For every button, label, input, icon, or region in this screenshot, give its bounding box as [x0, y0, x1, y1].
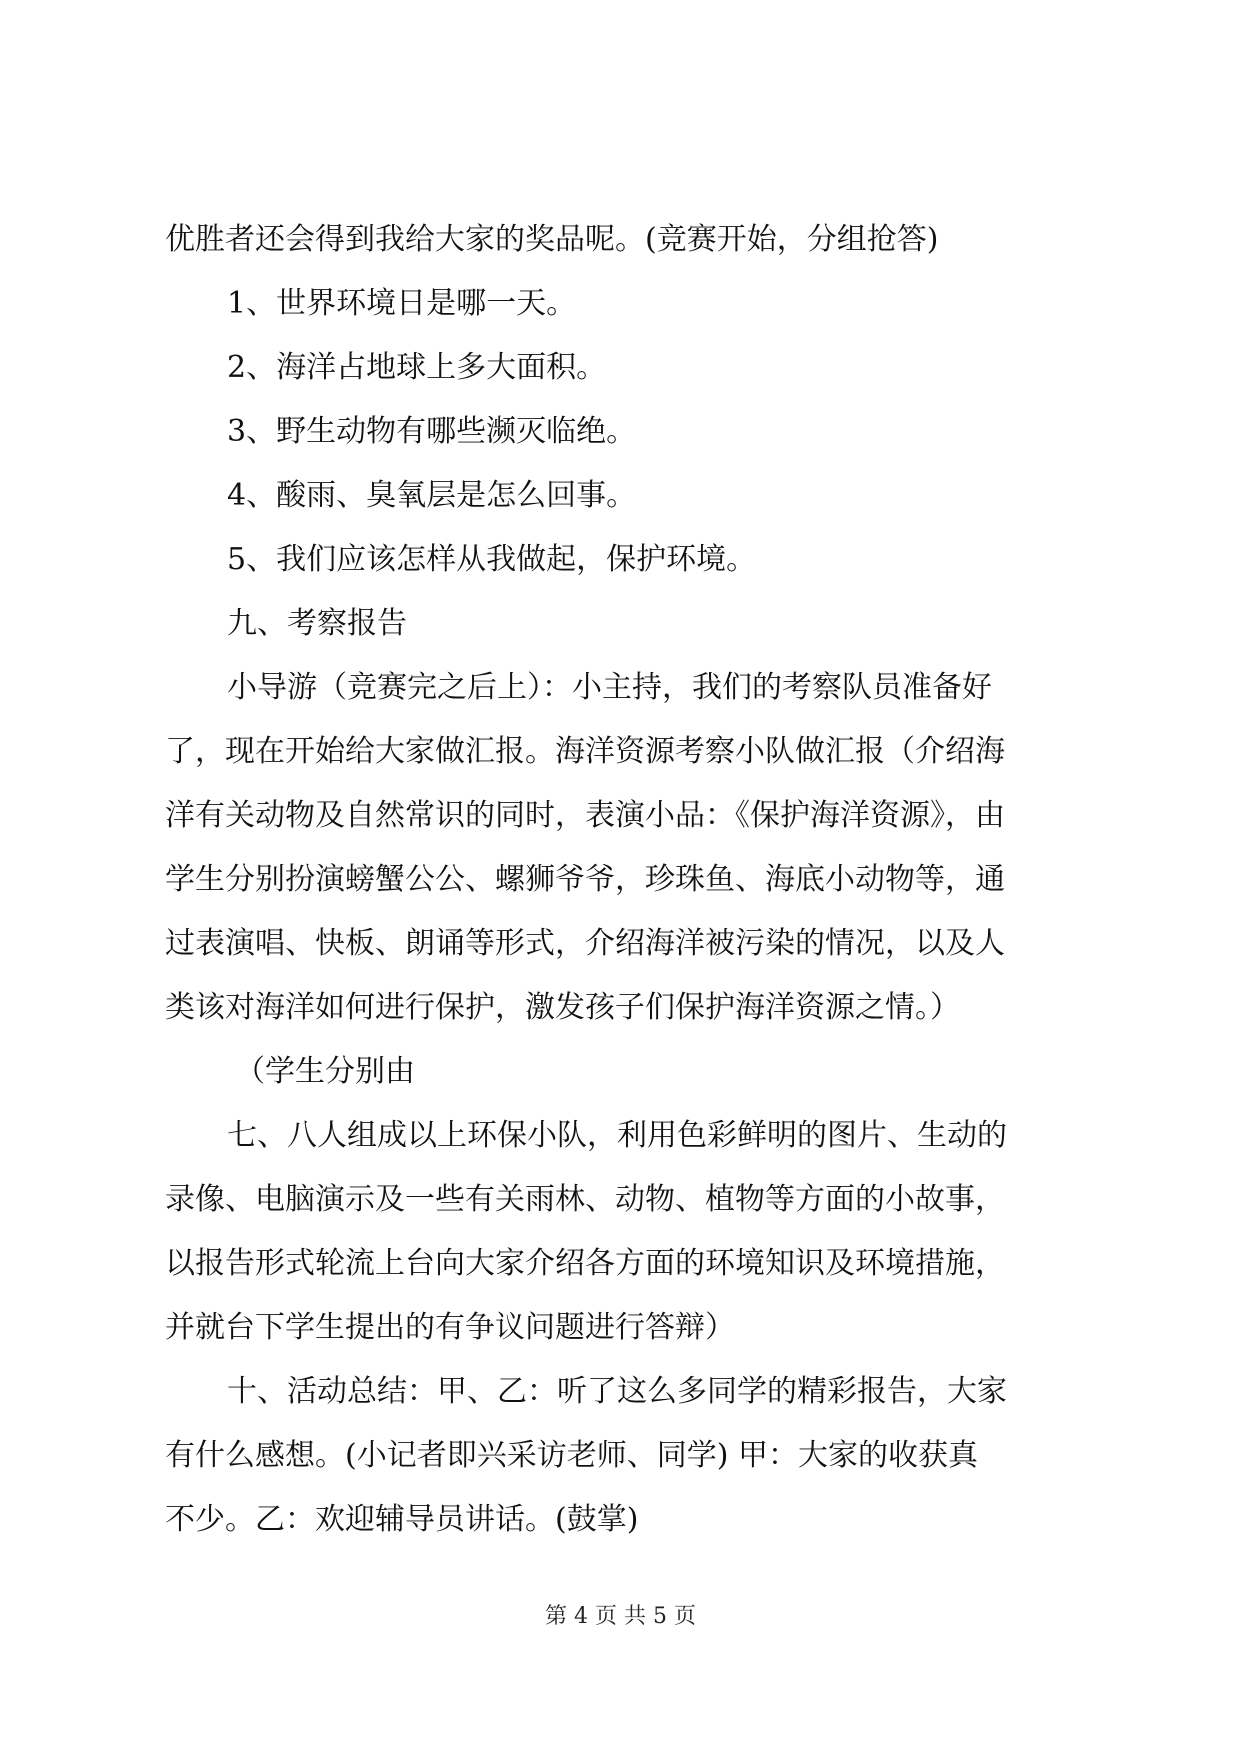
paragraph-line: 了，现在开始给大家做汇报。海洋资源考察小队做汇报（介绍海 [165, 734, 1005, 769]
quiz-question-2: 2、海洋占地球上多大面积。 [227, 350, 607, 385]
text-line: 优胜者还会得到我给大家的奖品呢。(竞赛开始，分组抢答) [165, 222, 939, 257]
paragraph-line: 过表演唱、快板、朗诵等形式，介绍海洋被污染的情况，以及人 [165, 926, 1005, 961]
paragraph-line: 并就台下学生提出的有争议问题进行答辩） [165, 1310, 735, 1345]
paragraph-line: 洋有关动物及自然常识的同时，表演小品：《保护海洋资源》，由 [165, 798, 1005, 833]
paragraph-line: 有什么感想。(小记者即兴采访老师、同学) 甲：大家的收获真 [165, 1438, 978, 1473]
paragraph-line: 学生分别扮演螃蟹公公、螺狮爷爷，珍珠鱼、海底小动物等，通 [165, 862, 1005, 897]
paragraph-line: （学生分别由 [235, 1054, 415, 1089]
quiz-question-1: 1、世界环境日是哪一天。 [227, 286, 577, 321]
paragraph-line: 七、八人组成以上环保小队，利用色彩鲜明的图片、生动的 [227, 1118, 1007, 1153]
quiz-question-5: 5、我们应该怎样从我做起，保护环境。 [227, 542, 757, 577]
paragraph-line: 不少。乙：欢迎辅导员讲话。(鼓掌) [165, 1502, 639, 1537]
quiz-question-4: 4、酸雨、臭氧层是怎么回事。 [227, 478, 637, 513]
section-heading: 九、考察报告 [227, 606, 407, 641]
paragraph-line: 小导游（竞赛完之后上）：小主持，我们的考察队员准备好 [227, 670, 992, 705]
paragraph-line: 以报告形式轮流上台向大家介绍各方面的环境知识及环境措施， [165, 1246, 1005, 1281]
paragraph-line: 录像、电脑演示及一些有关雨林、动物、植物等方面的小故事， [165, 1182, 1005, 1217]
section-heading: 十、活动总结：甲、乙：听了这么多同学的精彩报告，大家 [227, 1374, 1007, 1409]
quiz-question-3: 3、野生动物有哪些濒灭临绝。 [227, 414, 637, 449]
paragraph-line: 类该对海洋如何进行保护，激发孩子们保护海洋资源之情。） [165, 990, 960, 1025]
document-body [165, 208, 1085, 1552]
page-number-footer: 第 4 页 共 5 页 [545, 1604, 696, 1629]
